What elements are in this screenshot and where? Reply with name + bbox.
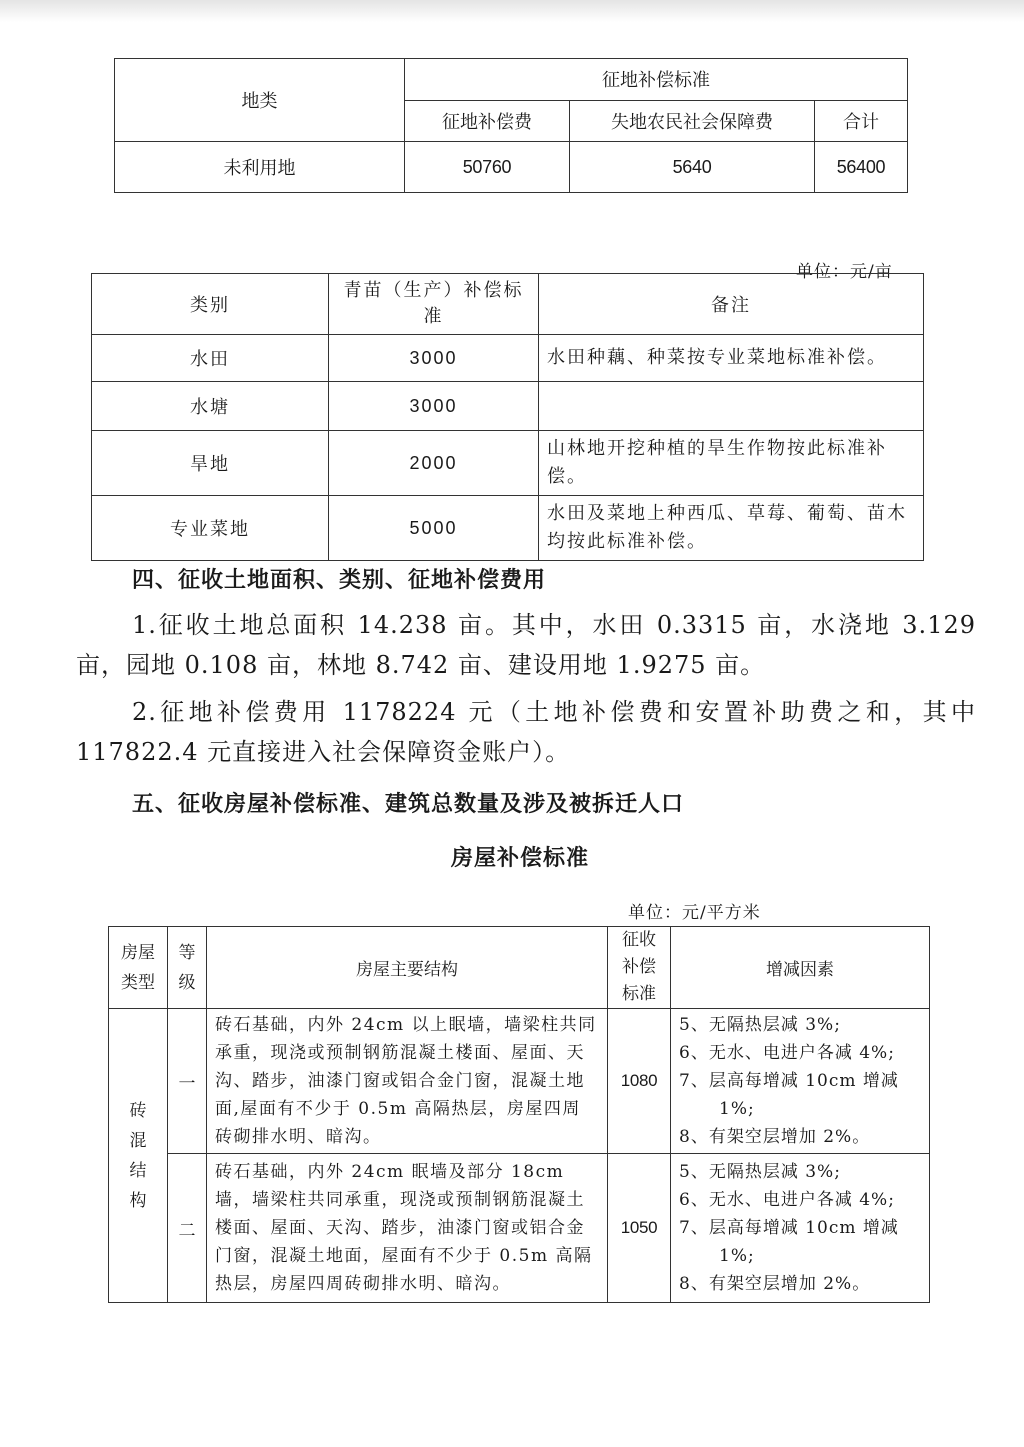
table-row (92, 335, 924, 382)
table-row (109, 1154, 930, 1303)
table-row (92, 382, 924, 431)
cell-social-security: 5640 (570, 142, 815, 193)
cell-note: 山林地开挖种植的旱生作物按此标准补偿。 (539, 431, 924, 496)
header-structure: 房屋主要结构 (207, 927, 608, 1009)
header-compensation-standard: 征地补偿标准 (405, 59, 908, 101)
header-land-type: 地类 (115, 59, 405, 142)
cell-standard: 3000 (329, 335, 539, 382)
factor-item-continued: 1%; (719, 1099, 755, 1119)
cell-compensation: 50760 (405, 142, 570, 193)
section-4-heading: 四、征收土地面积、类别、征地补偿费用 (132, 567, 547, 593)
land-compensation-table (114, 58, 908, 193)
cell-category: 水田 (92, 335, 329, 382)
header-compensation-fee: 征地补偿费 (405, 100, 570, 142)
cell-factors (671, 1154, 930, 1303)
table-row (92, 431, 924, 496)
factor-item: 7、层高每增减 10cm 增减 (679, 1071, 899, 1091)
header-category: 类别 (92, 274, 329, 335)
factor-item: 5、无隔热层减 3%; (679, 1015, 841, 1035)
cell-factors (671, 1009, 930, 1154)
header-note: 备注 (539, 274, 924, 335)
cell-total: 56400 (815, 142, 908, 193)
cell-category: 旱地 (92, 431, 329, 496)
scan-shadow (0, 0, 1024, 22)
table-row (109, 1009, 930, 1154)
table-row (115, 142, 908, 193)
cell-standard: 5000 (329, 496, 539, 561)
cell-category: 专业菜地 (92, 496, 329, 561)
header-total: 合计 (815, 100, 908, 142)
header-house-type: 房屋类型 (109, 927, 168, 1009)
header-grade: 等级 (168, 927, 207, 1009)
cell-note: 水田及菜地上种西瓜、草莓、葡萄、苗木均按此标准补偿。 (539, 496, 924, 561)
cell-structure: 砖石基础，内外 24cm 以上眠墙，墙梁柱共同承重，现浇或预制钢筋混凝土楼面、屋面、天沟、踏步，油漆门窗或铝合金门窗，混凝土地面,屋面有不少于 0.5m 高隔热层，房屋四周砖砌排水明、暗沟。 (207, 1009, 608, 1154)
factor-item: 7、层高每增减 10cm 增减 (679, 1218, 899, 1238)
unit-label: 单位：元/亩 (796, 262, 893, 282)
section-4-paragraph-1: 1.征收土地总面积 14.238 亩。其中，水田 0.3315 亩，水浇地 3.129 亩，园地 0.108 亩，林地 8.742 亩、建设用地 1.9275 亩。 (76, 611, 976, 679)
cell-note: 水田种藕、种菜按专业菜地标准补偿。 (539, 335, 924, 382)
factor-item: 6、无水、电进户各减 4%; (679, 1043, 895, 1063)
house-compensation-table (108, 926, 930, 1303)
cell-category: 水塘 (92, 382, 329, 431)
unit-label: 单位：元/平方米 (628, 903, 761, 923)
factor-item: 8、有架空层增加 2%。 (679, 1274, 871, 1294)
header-factors: 增减因素 (671, 927, 930, 1009)
cell-standard: 1080 (608, 1009, 671, 1154)
header-social-security-fee: 失地农民社会保障费 (570, 100, 815, 142)
cell-grade: 二 (168, 1154, 207, 1303)
table-row (92, 496, 924, 561)
factor-item: 8、有架空层增加 2%。 (679, 1127, 871, 1147)
cell-grade: 一 (168, 1009, 207, 1154)
house-table-title: 房屋补偿标准 (450, 845, 589, 871)
section-5-heading: 五、征收房屋补偿标准、建筑总数量及涉及被拆迁人口 (132, 791, 685, 817)
header-standard: 青苗（生产）补偿标准 (329, 274, 539, 335)
crop-compensation-table (91, 273, 924, 561)
header-standard: 征收补偿标准 (608, 927, 671, 1009)
factor-item-continued: 1%; (719, 1246, 755, 1266)
cell-standard: 3000 (329, 382, 539, 431)
cell-note (539, 382, 924, 431)
factor-item: 6、无水、电进户各减 4%; (679, 1190, 895, 1210)
section-4-paragraph-2: 2.征地补偿费用 1178224 元（土地补偿费和安置补助费之和，其中 117822.4 元直接进入社会保障资金账户）。 (76, 698, 976, 766)
factor-item: 5、无隔热层减 3%; (679, 1162, 841, 1182)
cell-structure: 砖石基础，内外 24cm 眠墙及部分 18cm 墙，墙梁柱共同承重，现浇或预制钢筋混凝土楼面、屋面、天沟、踏步，油漆门窗或铝合金门窗，混凝土地面，屋面有不少于 0.5m 高隔热层，房屋四周砖砌排水明、暗沟。 (207, 1154, 608, 1303)
cell-standard: 1050 (608, 1154, 671, 1303)
cell-house-type: 砖混结构 (109, 1009, 168, 1303)
cell-land-type: 未利用地 (115, 142, 405, 193)
cell-standard: 2000 (329, 431, 539, 496)
